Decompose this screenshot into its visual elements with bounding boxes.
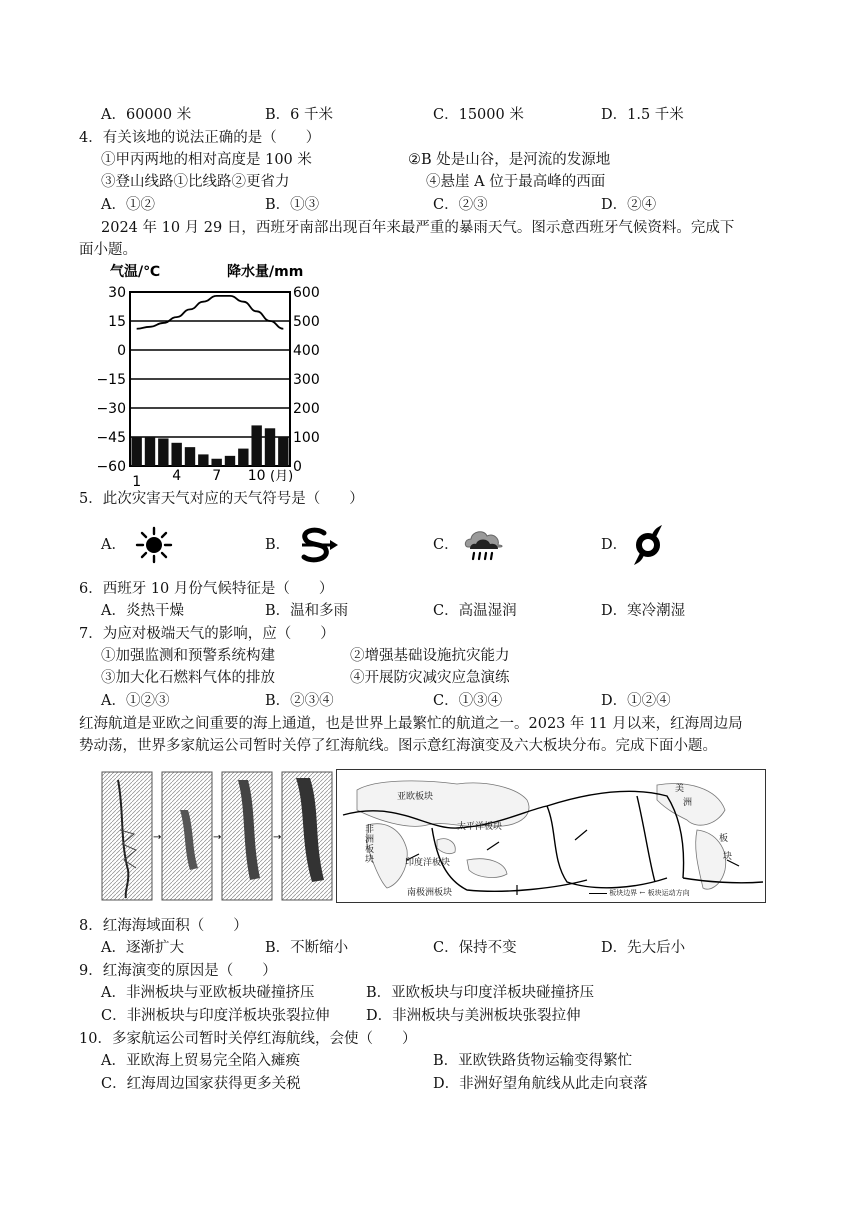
left-axis-tick-label: −45 (96, 430, 126, 446)
q9-stem: 9．红海演变的原因是（ ） (79, 963, 277, 979)
precipitation-bar (198, 454, 208, 466)
right-axis-tick-label: 500 (293, 314, 320, 330)
precipitation-bar (131, 437, 141, 466)
q7-statement-2: ②增强基础设施抗灾能力 (350, 648, 510, 664)
q4-statement-3: ③登山线路①比线路②更省力 (101, 174, 290, 190)
q4-statement-4: ④悬崖 A 位于最高峰的西面 (426, 174, 606, 190)
precipitation-bar (171, 443, 181, 466)
legend-boundary-label: 板块边界 (609, 889, 638, 897)
climate-chart (80, 258, 350, 488)
rain-cloud-icon (462, 525, 506, 565)
pacific-plate-label: 太平洋板块 (457, 822, 503, 832)
q4-option-b: B．①③ (265, 197, 320, 213)
typhoon-icon (630, 523, 666, 567)
x-axis-tick-label: 4 (172, 468, 182, 484)
spain-intro-line2: 面小题。 (79, 242, 137, 258)
plate-map (336, 769, 766, 903)
legend-boundary-line (589, 893, 607, 894)
arrow-icon: → (213, 832, 222, 843)
sun-icon (134, 525, 174, 565)
temperature-line (137, 296, 284, 329)
arrow-icon: → (273, 832, 282, 843)
q7-option-b: B．②③④ (265, 693, 334, 709)
q6-option-d: D．寒冷潮湿 (601, 603, 686, 619)
legend-motion-label: 板块运动方向 (647, 889, 690, 897)
q8-option-d: D．先大后小 (601, 940, 686, 956)
left-axis-tick-label: 15 (108, 314, 126, 330)
left-axis-tick-label: −15 (96, 372, 126, 388)
q10-option-b: B．亚欧铁路货物运输变得繁忙 (433, 1053, 633, 1069)
african-plate-label: 非洲板块 (365, 825, 375, 865)
q8-option-a: A．逐渐扩大 (101, 940, 184, 956)
q5-option-b: B． (265, 537, 291, 553)
q9-option-c: C．非洲板块与印度洋板块张裂拉伸 (101, 1008, 330, 1024)
red-sea-evolution-figure (100, 770, 340, 902)
spain-intro-line1: 2024 年 10 月 29 日，西班牙南部出现百年来最严重的暴雨天气。图示意西班牙气候资料。完成下 (101, 220, 735, 236)
q4-option-a: A．①② (101, 197, 155, 213)
right-axis-tick-label: 400 (293, 343, 320, 359)
right-axis-tick-label: 0 (293, 459, 302, 475)
q7-option-d: D．①②④ (601, 693, 671, 709)
q3-option-d: D．1.5 千米 (601, 107, 684, 123)
q6-option-b: B．温和多雨 (265, 603, 349, 619)
chart-right-title: 降水量/mm (227, 264, 304, 280)
right-axis-tick-label: 300 (293, 372, 320, 388)
evolution-stage-3 (222, 772, 272, 900)
antarctic-plate-label: 南极洲板块 (407, 888, 453, 898)
redsea-intro-line2: 势动荡，世界多家航运公司暂时关停了红海航线。图示意红海演变及六大板块分布。完成下面小题。 (79, 738, 717, 754)
q9-option-d: D．非洲板块与美洲板块张裂拉伸 (366, 1008, 581, 1024)
q4-stem: 4．有关该地的说法正确的是（ ） (79, 130, 321, 146)
precipitation-bar (158, 438, 168, 466)
q8-option-c: C．保持不变 (433, 940, 517, 956)
q7-stem: 7．为应对极端天气的影响，应（ ） (79, 626, 335, 642)
precipitation-bar (265, 428, 275, 466)
america-label: 美 (675, 784, 685, 794)
q7-option-a: A．①②③ (101, 693, 170, 709)
q7-statement-1: ①加强监测和预警系统构建 (101, 648, 275, 664)
q3-option-a: A．60000 米 (101, 107, 192, 123)
left-axis-tick-label: 0 (117, 343, 126, 359)
board-label-2: 块 (723, 852, 733, 862)
evolution-stage-4 (282, 772, 332, 900)
q4-statement-1: ①甲丙两地的相对高度是 100 米 (101, 152, 312, 168)
right-axis-tick-label: 100 (293, 430, 320, 446)
left-axis-tick-label: −30 (96, 401, 126, 417)
q10-stem: 10．多家航运公司暂时关停红海航线，会使（ ） (79, 1031, 417, 1047)
america-label-2: 洲 (683, 798, 693, 808)
right-axis-tick-label: 200 (293, 401, 320, 417)
left-axis-tick-label: 30 (108, 285, 126, 301)
chart-left-title: 气温/℃ (110, 264, 161, 280)
q10-option-d: D．非洲好望角航线从此走向衰落 (433, 1076, 648, 1092)
q4-statement-2: ②B 处是山谷，是河流的发源地 (408, 152, 611, 168)
legend-arrow-icon: ← (639, 889, 646, 897)
q5-stem: 5．此次灾害天气对应的天气符号是（ ） (79, 491, 364, 507)
plate-map-drawing (337, 770, 765, 902)
q7-option-c: C．①③④ (433, 693, 503, 709)
q8-stem: 8．红海海域面积（ ） (79, 918, 248, 934)
precipitation-bar (278, 437, 288, 466)
legend-boundary (589, 888, 690, 898)
redsea-intro-line1: 红海航道是亚欧之间重要的海上通道，也是世界上最繁忙的航道之一。2023 年 11 月以来，红海周边局 (79, 716, 743, 732)
indian-plate-label: 印度洋板块 (405, 858, 451, 868)
eurasian-plate-label: 亚欧板块 (397, 792, 434, 802)
board-label: 板 (719, 834, 729, 844)
q7-statement-3: ③加大化石燃料气体的排放 (101, 670, 275, 686)
q5-option-d: D． (601, 537, 628, 553)
evolution-stage-1 (102, 772, 152, 900)
sandstorm-icon (296, 525, 342, 565)
precipitation-bar (145, 436, 155, 466)
x-axis-tick-label: 10 (247, 468, 266, 484)
precipitation-bar (211, 459, 221, 466)
evolution-stage-2 (162, 772, 212, 900)
q5-option-c: C． (433, 537, 459, 553)
precipitation-bar (238, 449, 248, 466)
precipitation-bar (185, 447, 195, 466)
left-axis-tick-label: −60 (96, 459, 126, 475)
q3-option-b: B．6 千米 (265, 107, 333, 123)
q3-option-c: C．15000 米 (433, 107, 524, 123)
precipitation-bar (251, 425, 261, 466)
right-axis-tick-label: 600 (293, 285, 320, 301)
q10-option-c: C．红海周边国家获得更多关税 (101, 1076, 301, 1092)
x-axis-tick-label: 7 (212, 468, 222, 484)
q4-option-d: D．②④ (601, 197, 657, 213)
q9-option-a: A．非洲板块与亚欧板块碰撞挤压 (101, 985, 315, 1001)
q8-option-b: B．不断缩小 (265, 940, 349, 956)
q10-option-a: A．亚欧海上贸易完全陷入瘫痪 (101, 1053, 300, 1069)
q5-option-a: A． (101, 537, 126, 553)
x-axis-tick-label: 1 (132, 474, 142, 488)
q6-option-c: C．高温湿润 (433, 603, 517, 619)
arrow-icon: → (153, 832, 162, 843)
q4-option-c: C．②③ (433, 197, 488, 213)
precipitation-bar (225, 456, 235, 466)
q6-option-a: A．炎热干燥 (101, 603, 184, 619)
chart-x-unit: (月) (270, 469, 294, 484)
q7-statement-4: ④开展防灾减灾应急演练 (350, 670, 510, 686)
q6-stem: 6．西班牙 10 月份气候特征是（ ） (79, 581, 334, 597)
q9-option-b: B．亚欧板块与印度洋板块碰撞挤压 (366, 985, 595, 1001)
